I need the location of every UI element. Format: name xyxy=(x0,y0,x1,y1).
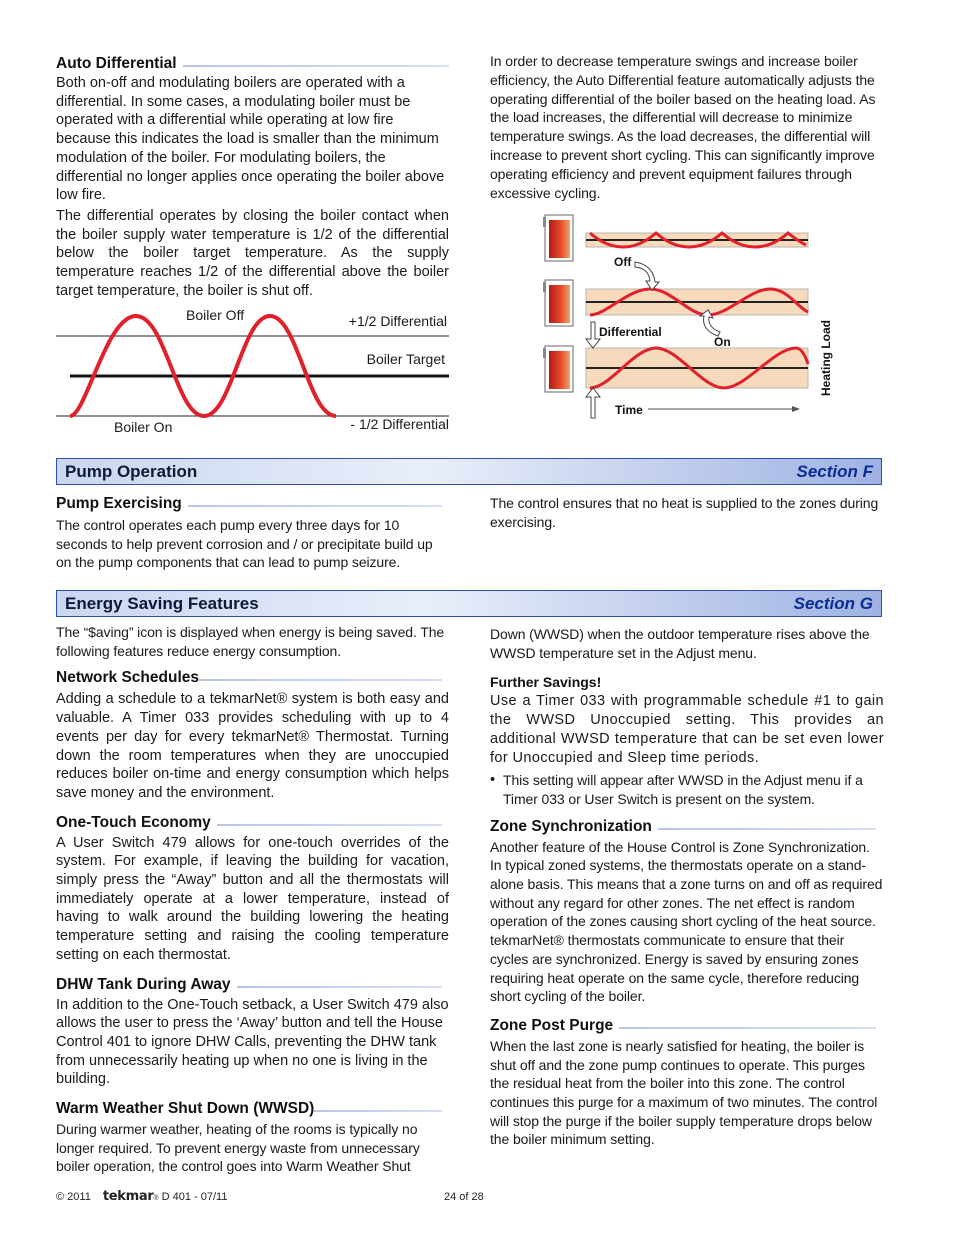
differential-band-medium xyxy=(586,289,808,315)
minus-half-differential-label: - 1/2 Differential xyxy=(350,416,449,432)
auto-differential-heading: Auto Differential xyxy=(56,55,449,73)
boiler-icon-high xyxy=(543,346,573,392)
zone-synchronization-para: Another feature of the House Control is Zone Synchronization. In typical zoned systems, the thermostats operate on a stand-alone basis. This means that a zone turns on and off as required without any regard for other zones. The net effect is random operation of the zones causing short cycling of the heat source. tekmarNet® thermostats communicate to ensure that their cycles are synchronized. Energy is saved by ensuring zones requiring heat operate on the same cycle, therefore reducing short cycling of the boiler. xyxy=(490,838,883,1005)
footer-brand-logo: tekmar xyxy=(102,1189,154,1204)
footer-brand-mark: ® xyxy=(153,1195,159,1202)
differential-label: Differential xyxy=(599,325,662,339)
one-touch-economy-para: A User Switch 479 allows for one-touch overrides of the system. For example, if leaving the building for vacation, simply press the “Away” button and all the thermostats will immediately operate at a lower temperature, instead of having to walk around the building lowering the heating temperature setting and raising the cooling temperature setting on each thermostat. xyxy=(56,834,449,963)
pump-exercising-left xyxy=(56,495,449,572)
dhw-tank-para: In addition to the One-Touch setback, a User Switch 479 also allows the user to press the ‘Away’ button and tell the House Control 401 to ignore DHW Calls, preventing the DHW tank from unnecessarily heating up when no one is living in the building. xyxy=(56,996,449,1088)
dhw-tank-heading: DHW Tank During Away xyxy=(56,976,442,994)
further-savings-para: Use a Timer 033 with programmable schedule #1 to gain the WWSD Unoccupied setting. This provides an additional WWSD temperature that can be set even lower for Unoccupied and Sleep time periods. xyxy=(490,693,884,766)
on-label: On xyxy=(714,335,731,349)
further-savings-heading: Further Savings! xyxy=(490,674,602,691)
footer-left xyxy=(56,1189,227,1204)
temperature-wave xyxy=(70,316,336,416)
auto-differential-column-right xyxy=(490,52,884,202)
boiler-on-label: Boiler On xyxy=(114,419,173,435)
heading-rule xyxy=(188,505,442,507)
pump-exercising-right xyxy=(490,494,884,531)
time-arrow-head xyxy=(792,406,800,412)
boiler-target-label: Boiler Target xyxy=(366,351,445,367)
heading-rule xyxy=(658,828,876,830)
boiler-off-label: Boiler Off xyxy=(186,307,245,323)
heading-rule xyxy=(314,1110,442,1112)
network-schedules-heading: Network Schedules xyxy=(56,669,442,687)
differential-band-wide xyxy=(586,348,808,388)
differential-arrow-up xyxy=(586,388,600,418)
pump-exercising-para-2: The control ensures that no heat is supplied to the zones during exercising. xyxy=(490,495,879,530)
section-g-label: Section G xyxy=(793,593,873,613)
heading-rule xyxy=(217,824,442,826)
heading-rule xyxy=(183,65,449,67)
boiler-icon-medium xyxy=(543,280,573,326)
further-savings-bullet xyxy=(490,771,884,808)
zone-post-purge-para: When the last zone is nearly satisfied for heating, the boiler is shut off and the zone pump continues to operate. This purges the residual heat from the boiler into this zone. The control continues this purge for a maximum of two minutes. The control will stop the purge if the boiler supply temperature drops below the boiler minimum setting. xyxy=(490,1037,878,1148)
auto-differential-para-3: In order to decrease temperature swings and increase boiler efficiency, the Auto Differential feature automatically adjusts the operating differential of the boiler based on the heating load. As the load increases, the differential will decrease to minimize temperature swings. As the load decreases, the differential will increase to prevent short cycling. This can significantly improve operating efficiency and prevent equipment failures through excessive cycling. xyxy=(490,53,876,201)
wwsd-para-continued: Down (WWSD) when the outdoor temperature rises above the WWSD temperature set in the Adjust menu. xyxy=(490,626,870,661)
off-callout-arrow xyxy=(635,262,659,290)
time-label: Time xyxy=(615,403,643,417)
footer-page-number: 24 of 28 xyxy=(444,1191,484,1203)
section-g-band xyxy=(56,590,882,617)
heading-rule xyxy=(619,1027,876,1029)
auto-differential-para-2: The differential operates by closing the boiler contact when the boiler supply water temperature is 1/2 of the differential below the boiler target temperature. As the supply temperature reaches 1/2 of the differential above the boiler target temperature, the boiler is shut off. xyxy=(56,207,449,299)
section-g-title: Energy Saving Features xyxy=(65,593,259,613)
network-schedules-para: Adding a schedule to a tekmarNet® system is both easy and valuable. A Timer 033 provides scheduling with up to 4 events per day for every tekmarNet® Thermostat. Turning down the room temperatures when they are unoccupied reduces boiler on-time and energy consumption which helps save money and the environment. xyxy=(56,691,449,801)
footer-document-number: D 401 - 07/11 xyxy=(161,1191,228,1203)
heading-load-label: Heating Load xyxy=(819,319,833,396)
auto-differential-diagram xyxy=(538,212,838,424)
footer-copyright: © 2011 xyxy=(56,1191,91,1203)
wwsd-heading: Warm Weather Shut Down (WWSD) xyxy=(56,1100,442,1118)
differential-arrow-down xyxy=(586,322,600,348)
auto-differential-para-1: Both on-off and modulating boilers are operated with a differential. In some cases, a modulating boiler must be operated with a differential while operating at low fire because this indicates the load is smaller than the minimum modulation of the boiler. For modulating boilers, the differential no longer applies once operating the boiler above low fire. xyxy=(56,75,445,204)
energy-saving-right-column xyxy=(490,625,884,1149)
heading-rule xyxy=(237,986,442,988)
bullet-mark: • xyxy=(490,772,496,789)
zone-synchronization-heading: Zone Synchronization xyxy=(490,818,876,836)
section-f-title: Pump Operation xyxy=(65,461,198,481)
differential-band-narrow xyxy=(586,233,808,247)
further-savings-bullet-text: This setting will appear after WWSD in the Adjust menu if a Timer 033 or User Switch is present on the system. xyxy=(503,772,863,807)
off-label: Off xyxy=(614,255,632,269)
boiler-icon-low xyxy=(543,215,573,261)
wwsd-para: During warmer weather, heating of the rooms is typically no longer required. To prevent energy waste from unnecessary boiler operation, the control goes into Warm Weather Shut xyxy=(56,1121,420,1175)
one-touch-economy-heading: One-Touch Economy xyxy=(56,814,442,832)
heading-rule xyxy=(199,679,442,681)
pump-exercising-heading: Pump Exercising xyxy=(56,495,442,513)
section-f-band xyxy=(56,458,882,485)
section-f-label: Section F xyxy=(796,461,873,481)
zone-post-purge-heading: Zone Post Purge xyxy=(490,1017,876,1035)
energy-saving-intro: The “$aving” icon is displayed when energy is being saved. The following features reduce energy consumption. xyxy=(56,624,445,659)
pump-exercising-para-1: The control operates each pump every three days for 10 seconds to help prevent corrosion and / or precipitate build up on the pump components that can lead to pump seizure. xyxy=(56,517,433,571)
energy-saving-left-column xyxy=(56,623,449,1176)
differential-diagram xyxy=(56,305,452,440)
plus-half-differential-label: +1/2 Differential xyxy=(348,313,447,329)
auto-differential-section xyxy=(56,55,449,300)
